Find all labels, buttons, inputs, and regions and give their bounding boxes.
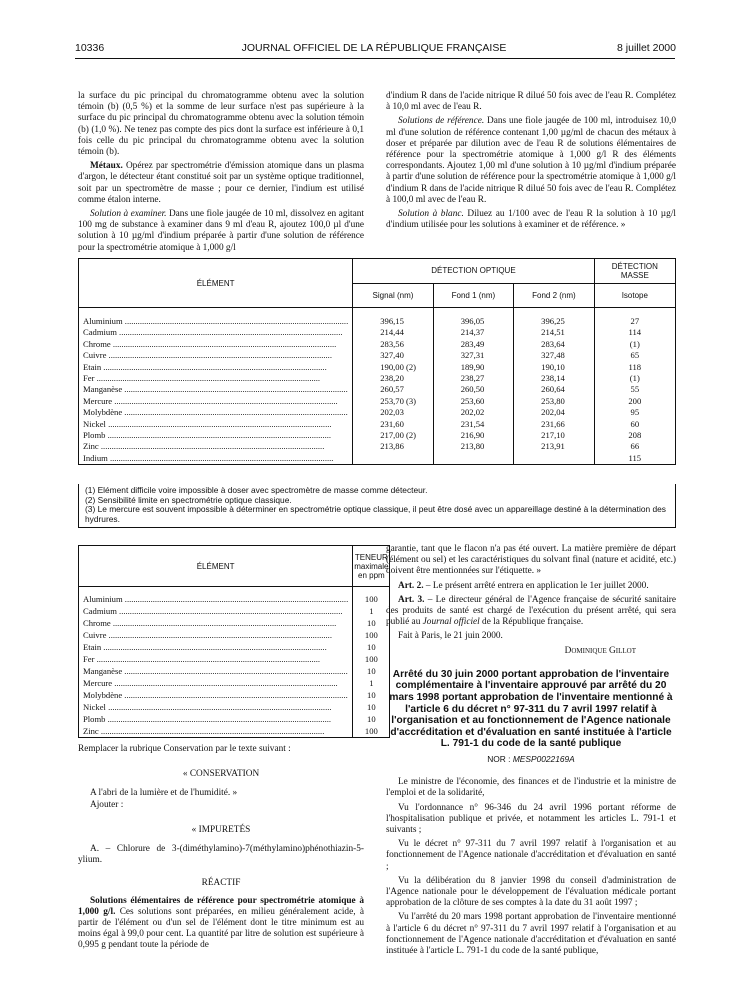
element-name: Indium ..... [79, 453, 353, 465]
teneur-value: 100 [353, 725, 390, 738]
fond2-value: 396,25 [514, 308, 594, 328]
paragraph: Ajouter : [90, 799, 124, 810]
nor-reference [386, 754, 676, 765]
paragraph-text: – Le présent arrêté entrera en application le 1er juillet 2000. [423, 580, 649, 591]
fond1-value: 283,49 [433, 339, 513, 350]
journal-ref: Journal officiel [422, 617, 480, 628]
fond2-value: 202,04 [514, 407, 594, 418]
paragraph [386, 209, 676, 231]
table-row [79, 677, 390, 689]
isotope-value: (1) [594, 339, 675, 350]
teneur-value: 10 [353, 689, 390, 701]
table-row [79, 665, 390, 677]
signal-value [353, 453, 433, 465]
teneur-value: 10 [353, 641, 390, 653]
table-row [79, 629, 390, 641]
paragraph [78, 896, 364, 952]
table-row [79, 384, 676, 395]
detection-table-body [79, 308, 676, 465]
element-name: Molybdène ..... [79, 689, 353, 701]
paragraph [78, 161, 364, 206]
fond2-value [514, 453, 594, 465]
paragraph: A l'abri de la lumière et de l'humidité. » [90, 788, 238, 799]
paragraph-heading: Solution à examiner. [90, 209, 167, 220]
element-name: Etain ..... [79, 641, 353, 653]
paragraph: Fait à Paris, le 21 juin 2000. [398, 631, 503, 642]
signal-value: 253,70 (3) [353, 396, 433, 407]
paragraph: Vu l'ordonnance n° 96-346 du 24 avril 1996 portant réforme de l'hospitalisation publique et privée, et notamment les articles L. 791-1 et suivants ; [386, 802, 676, 835]
col-header-signal: Signal (nm) [353, 283, 433, 308]
signal-value: 214,44 [353, 327, 433, 338]
detection-table [78, 258, 676, 465]
element-name: Etain ..... [79, 362, 353, 373]
fond1-value: 189,90 [433, 362, 513, 373]
issue-date: 8 juillet 2000 [617, 42, 676, 54]
signal-value: 327,40 [353, 350, 433, 361]
paragraph-heading: Métaux. [90, 161, 123, 172]
paragraph-text: – Le directeur général de l'Agence française de sécurité sanitaire des produits de santé est chargé de l'exécution du présent arrêté, qui sera publié au [386, 594, 677, 628]
table-row [79, 396, 676, 407]
isotope-value: 65 [594, 350, 675, 361]
teneur-value: 1 [353, 605, 390, 617]
paragraph-heading: Solutions élémentaires de référence pour spectrométrie atomique à 1,000 g/l. [78, 895, 364, 917]
isotope-value: 118 [594, 362, 675, 373]
fond2-value: 238,14 [514, 373, 594, 384]
isotope-value: 95 [594, 407, 675, 418]
element-name: Aluminium ..... [79, 587, 353, 606]
left-column-top [78, 91, 364, 257]
teneur-label: TENEUR [354, 552, 388, 562]
signal-value: 231,60 [353, 419, 433, 430]
teneur-value: 10 [353, 665, 390, 677]
teneur-value: 10 [353, 701, 390, 713]
table-row [79, 641, 390, 653]
fond1-value: 214,37 [433, 327, 513, 338]
isotope-value: 27 [594, 308, 675, 328]
element-name: Fer ..... [79, 373, 353, 384]
table-row [79, 713, 390, 725]
signature: Dominique Gillot [564, 645, 636, 656]
table-row [79, 339, 676, 350]
table-row [79, 725, 390, 738]
element-name: Plomb ..... [79, 430, 353, 441]
paragraph [386, 595, 676, 629]
signal-value: 190,00 (2) [353, 362, 433, 373]
fond2-value: 217,10 [514, 430, 594, 441]
table-row [79, 587, 390, 606]
paragraph: Vu l'arrêté du 20 mars 1998 portant approbation de l'inventaire mentionné à l'article 6 du décret n° 97-311 du 7 avril 1997 relatif à l'organisation et au fonctionnement de l'Agence nationale d'accréditation et d'évaluation en santé instituée à l'article L. 791-1 du code de la santé publique, [386, 912, 676, 957]
paragraph-text: Dans une fiole jaugée de 100 ml, introduisez 10,0 ml d'une solution de référence contenant 1,00 µg/ml de chacun des métaux à doser et préparée par dilution avec de l'eau R de solutions élémentaires de référence pour la spectrométrie atomique à 1,000 g/l R des éléments correspondants. Ajoutez 1,00 ml d'une solution à 10 µg/ml d'indium préparée à partir d'une solution de référence pour la spectrométrie atomique à 1,000 g/l d'indium R dans de l'acide nitrique R dilué 50 fois avec de l'eau R. Complétez à 100,0 ml avec de l'eau R. [386, 116, 676, 205]
paragraph: d'indium R dans de l'acide nitrique R dilué 50 fois avec de l'eau R. Complétez à 10,0 ml avec de l'eau R. [386, 91, 676, 113]
paragraph: Le ministre de l'économie, des finances et de l'industrie et la ministre de l'emploi et de la solidarité, [386, 777, 676, 799]
fond2-value: 190,10 [514, 362, 594, 373]
element-name: Cadmium ..... [79, 605, 353, 617]
section-heading: « CONSERVATION [182, 769, 260, 780]
right-column-bottom [386, 544, 676, 960]
table-row [79, 605, 390, 617]
table-note: (1) Elément difficile voire impossible à doser avec spectromètre de masse comme détecteur. [85, 485, 428, 495]
paragraph-text: Opérez par spectrométrie d'émission atomique dans un plasma d'argon, le détecteur étant constitué soit par un système optique traditionnel, soit par un spectromètre de masse ; pour ce dernier, l'indium est utilisé comme étalon interne. [78, 161, 364, 205]
limits-table [78, 545, 390, 738]
teneur-value: 1 [353, 677, 390, 689]
col-header-teneur [353, 546, 390, 587]
isotope-value: 114 [594, 327, 675, 338]
signal-value: 202,03 [353, 407, 433, 418]
signal-value: 260,57 [353, 384, 433, 395]
signal-value: 283,56 [353, 339, 433, 350]
detection-table-notes [78, 484, 676, 528]
fond1-value: 238,27 [433, 373, 513, 384]
element-name: Zinc ..... [79, 725, 353, 738]
teneur-value: 100 [353, 653, 390, 665]
table-row [79, 453, 676, 465]
left-column-bottom [78, 744, 364, 955]
element-name: Chrome ..... [79, 617, 353, 629]
fond1-value: 253,60 [433, 396, 513, 407]
table-row [79, 308, 676, 328]
paragraph [386, 581, 676, 592]
isotope-value: 66 [594, 441, 675, 452]
teneur-value: 100 [353, 587, 390, 606]
paragraph-text: Diluez au 1/100 avec de l'eau R la solution à 10 µg/l d'indium utilisée pour les solutions à examiner et de référence. » [386, 209, 676, 231]
table-row [79, 430, 676, 441]
isotope-value: 200 [594, 396, 675, 407]
col-header-isotope: Isotope [594, 283, 675, 308]
section-heading: « IMPURETÉS [191, 824, 251, 835]
paragraph [386, 116, 676, 206]
isotope-value: 115 [594, 453, 675, 465]
element-name: Cuivre ..... [79, 629, 353, 641]
teneur-sublabel: maximale en ppm [354, 561, 389, 580]
element-name: Fer ..... [79, 653, 353, 665]
header-rule [75, 58, 675, 59]
col-header-fond1: Fond 1 (nm) [433, 283, 513, 308]
paragraph: Vu la délibération du 8 janvier 1998 du conseil d'administration de l'Agence nationale pour le développement de l'évaluation médicale portant approbation de la clôture de ses comptes à la date du 31 août 1997 ; [386, 875, 676, 909]
isotope-value: (1) [594, 373, 675, 384]
element-name: Molybdène ..... [79, 407, 353, 418]
element-name: Aluminium ..... [79, 308, 353, 328]
table-note: (2) Sensibilité limite en spectrométrie optique classique. [85, 494, 292, 505]
page-number: 10336 [75, 42, 105, 54]
table-row [79, 701, 390, 713]
signal-value: 213,86 [353, 441, 433, 452]
limits-table-body [79, 587, 390, 738]
element-name: Manganèse ..... [79, 665, 353, 677]
paragraph: Remplacer la rubrique Conservation par le texte suivant : [78, 744, 291, 754]
article-label: Art. 3. [398, 594, 425, 605]
isotope-value: 60 [594, 419, 675, 430]
paragraph-text: Dans une fiole jaugée de 10 ml, dissolvez en agitant 100 mg de substance à examiner dans 9 ml d'eau R, ajoutez 100,0 µl d'une solution à 10 µg/ml d'indium préparée à partir d'une solution de référence pour la spectrométrie atomique à 1,000 g/l [78, 209, 364, 253]
element-name: Plomb ..... [79, 713, 353, 725]
isotope-value: 208 [594, 430, 675, 441]
paragraph: garantie, tant que le flacon n'a pas été ouvert. La matière première de départ (élément ou sel) et les caractéristiques du solvant final (nature et acidité, etc.) doivent être mentionnées sur l'étiquette. » [386, 544, 676, 577]
fond2-value: 253,80 [514, 396, 594, 407]
table-row [79, 362, 676, 373]
section-heading: RÉACTIF [201, 878, 241, 889]
signal-value: 396,15 [353, 308, 433, 328]
table-row [79, 373, 676, 384]
signal-value: 217,00 (2) [353, 430, 433, 441]
element-name: Mercure ..... [79, 396, 353, 407]
fond1-value: 213,80 [433, 441, 513, 452]
table-row [79, 407, 676, 418]
paragraph: la surface du pic principal du chromatogramme obtenu avec la solution témoin (b) (0,5 %) et la somme de leur surface n'est pas supérieure à la surface du pic principal du chromatogramme obtenu avec la solution témoin (b) (1,0 %). Ne tenez pas compte des pics dont la surface est inférieure à 0,1 fois celle du pic principal du chromatogramme obtenu avec la solution témoin (b). [78, 91, 364, 158]
fond2-value: 214,51 [514, 327, 594, 338]
fond1-value: 202,02 [433, 407, 513, 418]
teneur-value: 10 [353, 713, 390, 725]
element-name: Mercure ..... [79, 677, 353, 689]
element-name: Manganèse ..... [79, 384, 353, 395]
paragraph: A. – Chlorure de 3-(diméthylamino)-7(méthylamino)phénothiazin-5-ylium. [78, 844, 364, 866]
table-row [79, 653, 390, 665]
fond2-value: 283,64 [514, 339, 594, 350]
fond2-value: 327,48 [514, 350, 594, 361]
fond1-value: 231,54 [433, 419, 513, 430]
journal-title: JOURNAL OFFICIEL DE LA RÉPUBLIQUE FRANÇAISE [241, 42, 507, 54]
table-row [79, 441, 676, 452]
paragraph-text: Ces solutions sont préparées, en milieu généralement acide, à partir de l'élément ou d'un sel de l'élément dont le titre minimum est au moins égal à 99,0 pour cent. La quantité par litre de solution est supérieure à 0,995 g pendant toute la période de [78, 906, 364, 951]
teneur-value: 10 [353, 617, 390, 629]
element-name: Zinc ..... [79, 441, 353, 452]
paragraph: Vu le décret n° 97-311 du 7 avril 1997 relatif à l'organisation et au fonctionnement de l'Agence nationale d'accréditation et d'évaluation en santé ; [386, 839, 676, 872]
col-header-element: ÉLÉMENT [79, 259, 353, 308]
element-name: Chrome ..... [79, 339, 353, 350]
table-row [79, 617, 390, 629]
element-name: Nickel ..... [79, 701, 353, 713]
fond1-value: 396,05 [433, 308, 513, 328]
col-header-fond2: Fond 2 (nm) [514, 283, 594, 308]
element-name: Nickel ..... [79, 419, 353, 430]
paragraph-text: de la République française. [479, 617, 584, 628]
fond2-value: 260,64 [514, 384, 594, 395]
table-row [79, 689, 390, 701]
col-header-masse: DÉTECTION MASSE [594, 259, 675, 284]
article-label: Art. 2. [398, 580, 424, 591]
fond2-value: 231,66 [514, 419, 594, 430]
paragraph-heading: Solutions de référence. [398, 116, 485, 127]
nor-value: MESP0022169A [512, 753, 575, 764]
element-name: Cuivre ..... [79, 350, 353, 361]
element-name: Cadmium ..... [79, 327, 353, 338]
teneur-value: 100 [353, 629, 390, 641]
fond2-value: 213,91 [514, 441, 594, 452]
table-row [79, 419, 676, 430]
table-row [79, 327, 676, 338]
table-note: (3) Le mercure est souvent impossible à déterminer en spectrométrie optique classique, il peut être dosé avec un appareillage destiné à la détermination des hydrures. [85, 504, 666, 524]
decree-title: Arrêté du 30 juin 2000 portant approbation de l'inventaire complémentaire à l'inventaire approuvé par arrêté du 20 mars 1998 portant approbation de l'inventaire mentionné à l'article 6 du décret n° 97-311 du 7 avril 1997 relatif à l'organisation et au fonctionnement de l'Agence nationale d'accréditation et d'évaluation en santé instituée à l'article L. 791-1 du code de la santé publique [389, 668, 673, 750]
fond1-value: 260,50 [433, 384, 513, 395]
nor-label: NOR : [487, 753, 513, 764]
table-row [79, 350, 676, 361]
right-column-top [386, 91, 676, 234]
col-header-optique: DÉTECTION OPTIQUE [353, 259, 594, 284]
paragraph-heading: Solution à blanc. [398, 209, 464, 220]
col-header-element: ÉLÉMENT [79, 546, 353, 587]
fond1-value: 216,90 [433, 430, 513, 441]
isotope-value: 55 [594, 384, 675, 395]
fond1-value: 327,31 [433, 350, 513, 361]
fond1-value [433, 453, 513, 465]
signal-value: 238,20 [353, 373, 433, 384]
paragraph [78, 209, 364, 254]
